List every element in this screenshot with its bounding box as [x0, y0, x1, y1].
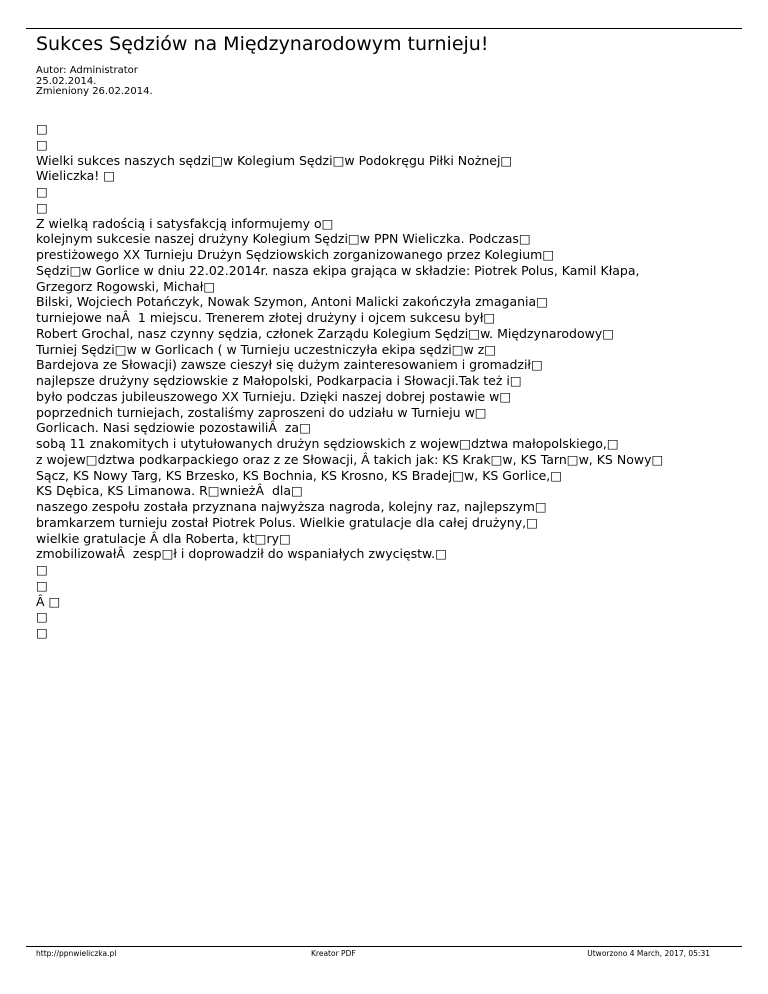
body-line: KS Dębica, KS Limanowa. R□wnieżÂ dla□ [36, 483, 303, 499]
footer-generator: Kreator PDF [311, 949, 356, 958]
footer-rule [26, 946, 742, 947]
body-line: bramkarzem turnieju został Piotrek Polus. Wielkie gratulacje dla całej drużyny,□ [36, 514, 538, 530]
body-line: z wojew□dztwa podkarpackiego oraz z ze Słowacji, Â takich jak: KS Krak□w, KS Tarn□w, KS Nowy□ [36, 451, 664, 467]
body-line: □ [36, 609, 48, 625]
footer-url: http://ppnwieliczka.pl [36, 949, 117, 958]
body-line: □ [36, 121, 48, 136]
body-line: Robert Grochal, nasz czynny sędzia, członek Zarządu Kolegium Sędzi□w. Międzynarodowy□ [36, 325, 615, 341]
body-line: naszego zespołu została przyznana najwyższa nagroda, kolejny raz, najlepszym□ [36, 499, 547, 514]
body-line: Z wielką radością i satysfakcją informujemy o□ [36, 215, 334, 231]
header-rule [26, 28, 742, 29]
body-line: prestiżowego XX Turnieju Drużyn Sędziowskich zorganizowanego przez Kolegium□ [36, 247, 555, 262]
body-line: turniejowe naÂ 1 miejscu. Trenerem złotej drużyny i ojcem sukcesu był□ [36, 310, 496, 325]
body-line: kolejnym sukcesie naszej drużyny Kolegium Sędzi□w PPN Wieliczka. Podczas□ [36, 231, 531, 247]
meta-author: Autor: Administrator [36, 65, 138, 76]
article-title: Sukces Sędziów na Międzynarodowym turnieju! [36, 33, 489, 55]
body-line: Sącz, KS Nowy Targ, KS Brzesko, KS Bochnia, KS Krosno, KS Bradej□w, KS Gorlice,□ [36, 467, 563, 483]
body-line: □ [36, 136, 48, 152]
body-line: □ [36, 184, 48, 199]
body-line: było podczas jubileuszowego XX Turnieju. Dzięki naszej dobrej postawie w□ [36, 388, 512, 404]
body-line: □ [36, 199, 48, 215]
body-line: wielkie gratulacje Â dla Roberta, kt□ry□ [36, 530, 291, 546]
body-line: Sędzi□w Gorlice w dniu 22.02.2014r. nasza ekipa grająca w składzie: Piotrek Polus, Kamil Kłapa, [36, 262, 640, 278]
body-line: Bilski, Wojciech Potańczyk, Nowak Szymon, Antoni Malicki zakończyła zmagania□ [36, 294, 548, 310]
meta-modified: Zmieniony 26.02.2014. [36, 86, 153, 97]
body-line: zmobilizowałÂ zesp□ł i doprowadził do wspaniałych zwycięstw.□ [36, 546, 447, 562]
body-line: □ [36, 625, 48, 640]
body-line: najlepsze drużyny sędziowskie z Małopolski, Podkarpacia i Słowacji.Tak też i□ [36, 373, 522, 388]
body-line: Wieliczka! □ [36, 168, 116, 184]
footer-created: Utworzono 4 March, 2017, 05:31 [587, 949, 710, 958]
body-line: Gorlicach. Nasi sędziowie pozostawiliÂ za□ [36, 420, 311, 436]
body-line: □ [36, 562, 48, 577]
body-line: □ [36, 577, 48, 593]
body-line: sobą 11 znakomitych i utytułowanych drużyn sędziowskich z wojew□dztwa małopolskiego,□ [36, 436, 619, 451]
body-line: Bardejova ze Słowacji) zawsze cieszył się dużym zainteresowaniem i gromadził□ [36, 357, 543, 373]
meta-date: 25.02.2014. [36, 75, 97, 87]
article-body [36, 121, 746, 641]
article-meta [36, 66, 153, 98]
body-line: Grzegorz Rogowski, Michał□ [36, 278, 216, 294]
body-line: Turniej Sędzi□w w Gorlicach ( w Turnieju uczestniczyła ekipa sędzi□w z□ [36, 341, 497, 357]
body-line: Â □ [36, 593, 61, 609]
body-line: poprzednich turniejach, zostaliśmy zaproszeni do udziału w Turnieju w□ [36, 404, 487, 420]
body-line: Wielki sukces naszych sędzi□w Kolegium Sędzi□w Podokręgu Piłki Nożnej□ [36, 152, 513, 168]
